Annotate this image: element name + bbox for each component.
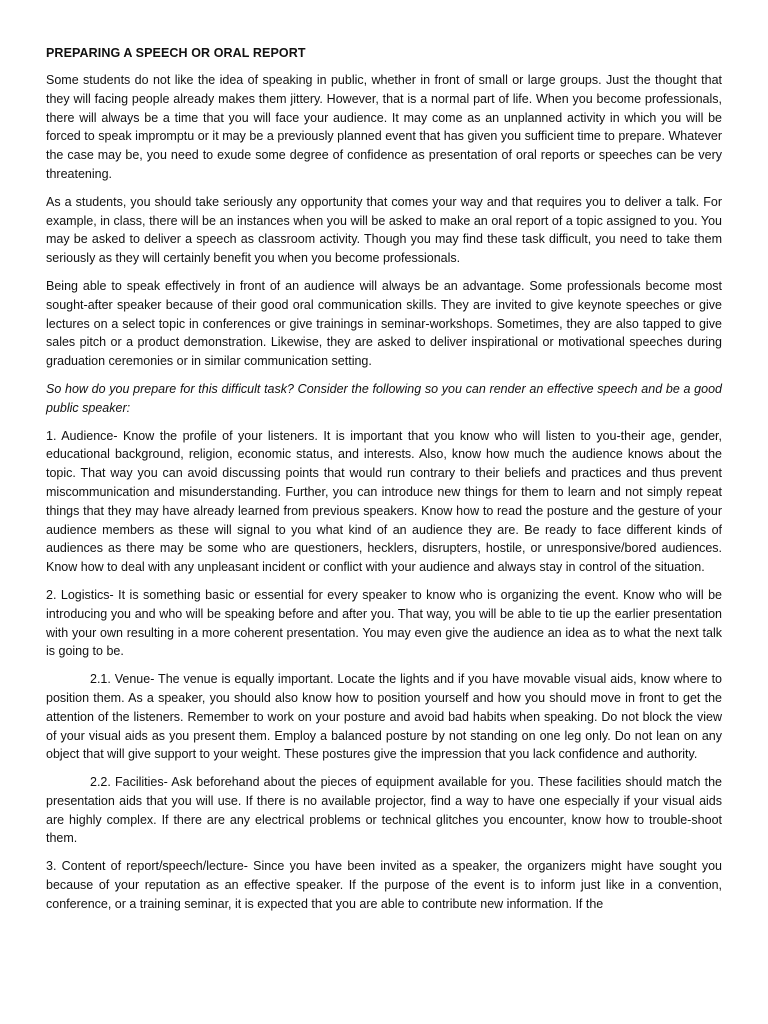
document-title: PREPARING A SPEECH OR ORAL REPORT — [46, 46, 306, 60]
paragraph-advantage: Being able to speak effectively in front of an audience will always be an advantage. Some professionals become most sought-after speaker because of their good oral communication skills. They are invited to give keynote speeches or give lectures on a select topic in conferences or give trainings in seminar-workshops. Sometimes, they are also tapped to give sales pitch or a product demonstration. Likewise, they are asked to deliver inspirational or motivational speeches during graduation ceremonies or in similar communication setting. — [46, 278, 722, 369]
paragraph-intro: Some students do not like the idea of speaking in public, whether in front of small or large groups. Just the thought that they will facing people already makes them jittery. However, that is a normal part of life. When you become professionals, there will always be a time that you will face your audience. It may come as an unplanned activity in which you will be forced to speak impromptu or it may be a previously planned event that has given you sufficient time to prepare. Whatever the case may be, you need to exude some degree of confidence as presentation of oral reports or speeches can be very threatening. — [46, 73, 722, 181]
paragraph-prompt: So how do you prepare for this difficult task? Consider the following so you can render an effective speech and be a good public speaker: — [46, 381, 722, 415]
paragraph-students: As a students, you should take seriously any opportunity that comes your way and that requires you to deliver a talk. For example, in class, there will be an instances when you will be asked to make an oral report of a topic assigned to you. You may be asked to deliver a speech as classroom activity. Though you may find these task difficult, you need to take them seriously as they will certainly benefit you when you become professionals. — [46, 194, 722, 266]
paragraph-logistics: 2. Logistics- It is something basic or essential for every speaker to know who is organizing the event. Know who will be introducing you and who will be speaking before and after you. That way, you will be able to tie up the earlier presentation with your own resulting in a more coherent presentation. You may even give the audience an idea as to what the next talk is going to be. — [46, 587, 722, 659]
paragraph-content: 3. Content of report/speech/lecture- Since you have been invited as a speaker, the organizers might have sought you because of your reputation as an effective speaker. If the purpose of the event is to inform just like in a convention, conference, or a training seminar, it is expected that you are able to contribute new information. If the — [46, 859, 722, 911]
paragraph-venue: 2.1. Venue- The venue is equally important. Locate the lights and if you have movable visual aids, know where to position them. As a speaker, you should also know how to position yourself and how you should move in front to get the attention of the listeners. Remember to work on your posture and avoid bad habits when speaking. Do not block the view of your visual aids as you present them. Employ a balanced posture by not standing on one leg only. Do not lean on any object that will give support to your weight. These postures give the impression that you lack confidence and authority. — [46, 672, 722, 762]
paragraph-audience: 1. Audience- Know the profile of your listeners. It is important that you know who will listen to you-their age, gender, educational background, religion, economic status, and interests. Also, know how much the audience knows about the topic. That way you can avoid discussing points that would run contrary to their beliefs and practices and thus prevent miscommunication and misunderstanding. Further, you can introduce new things for them to learn and not simply repeat things that they may have already learned from previous speakers. Know how to read the posture and the gesture of your audience members as these will signal to you what kind of an audience they are. Be ready to face different kinds of audiences as there may be some who are questioners, hecklers, disrupters, hostile, or unresponsive/bored audiences. Know how to deal with any unpleasant incident or conflict with your audience and always stay in control of the situation. — [46, 428, 722, 575]
paragraph-facilities: 2.2. Facilities- Ask beforehand about the pieces of equipment available for you. These facilities should match the presentation aids that you will use. If there is no available projector, find a way to have one especially if your visual aids are highly complex. If there are any electrical problems or technical glitches you encounter, know how to trouble-shoot them. — [46, 775, 722, 846]
